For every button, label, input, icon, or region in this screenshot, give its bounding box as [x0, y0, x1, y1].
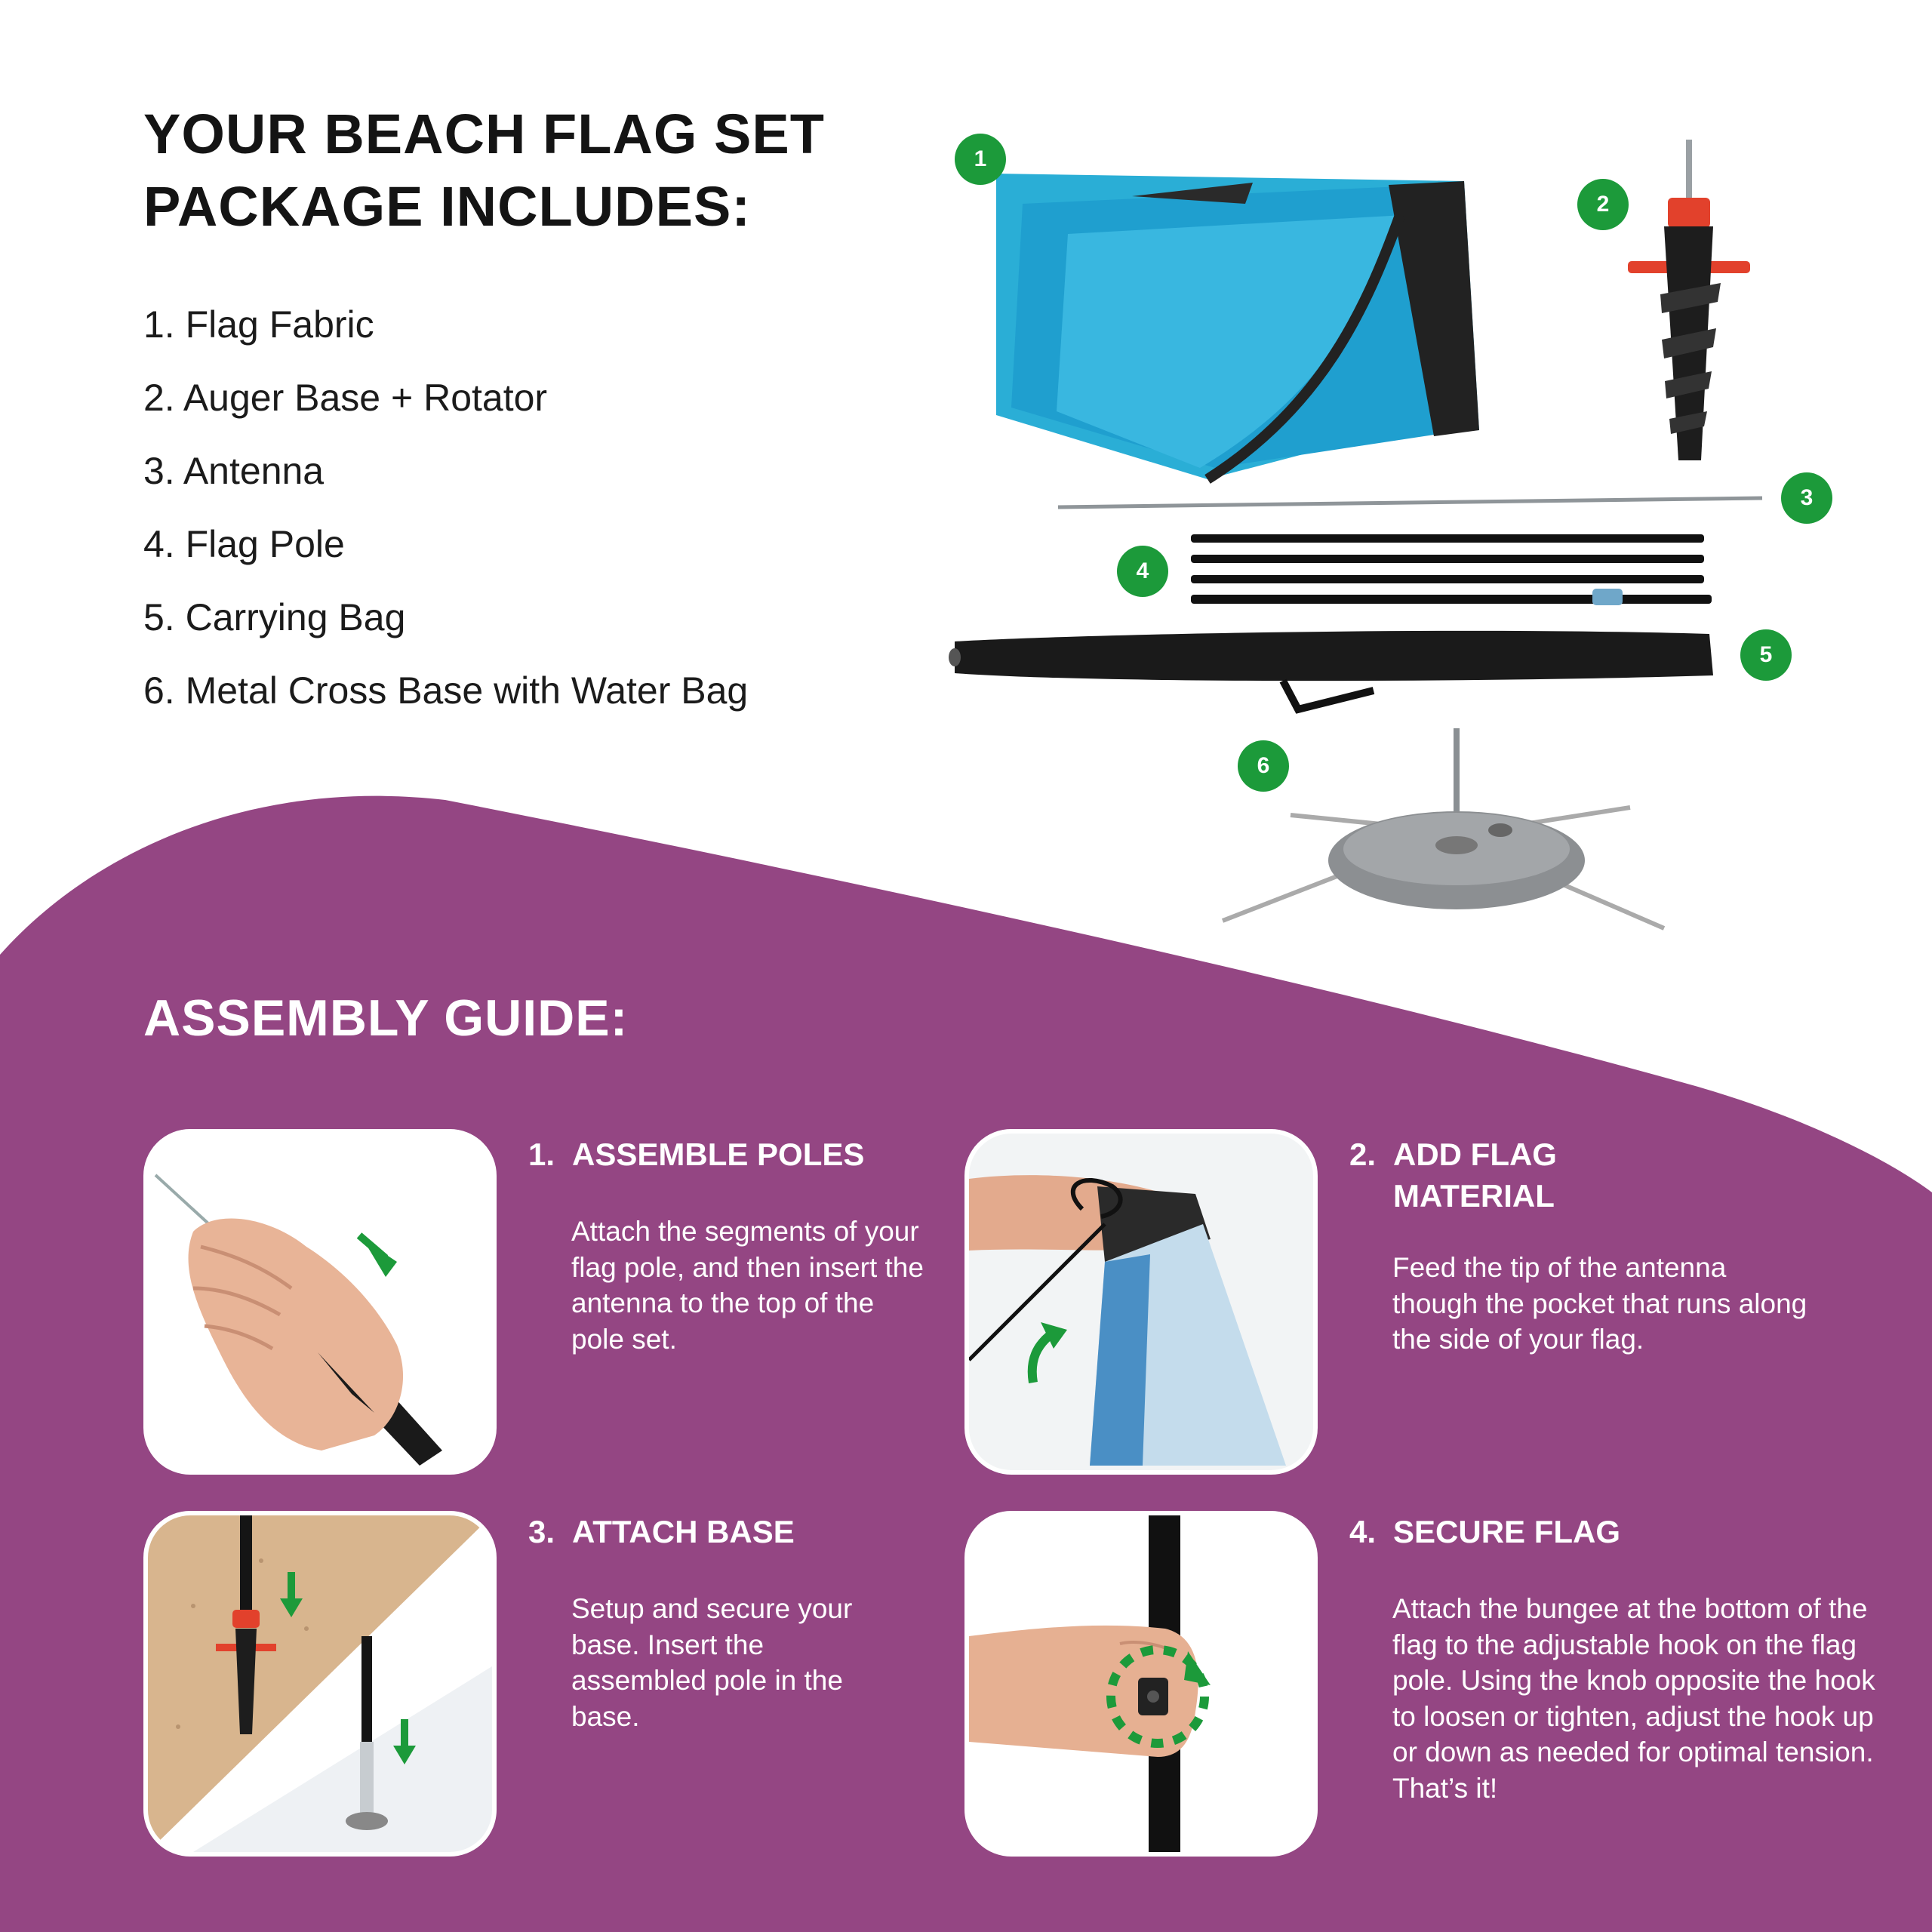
list-item: 2. Auger Base + Rotator	[143, 377, 548, 419]
carrying-bag-icon	[949, 631, 1713, 709]
step-2-image	[964, 1129, 1318, 1475]
package-title	[143, 98, 936, 243]
step-1-title	[528, 1134, 951, 1175]
list-item: 3. Antenna	[143, 450, 325, 492]
package-items-illustration	[936, 113, 1879, 943]
step-title-text: ASSEMBLE POLES	[572, 1137, 865, 1172]
package-title-line1: YOUR BEACH FLAG SET	[143, 103, 825, 165]
flag-fabric-icon	[996, 174, 1479, 479]
assembly-title: ASSEMBLY GUIDE:	[143, 989, 629, 1047]
step-title-text: ADD FLAG MATERIAL	[1393, 1137, 1557, 1214]
step-number: 1.	[528, 1137, 555, 1172]
badge-6: 6	[1238, 740, 1289, 792]
list-item: 1. Flag Fabric	[143, 303, 374, 346]
pole-into-base-icon	[148, 1515, 492, 1852]
step-title-text: ATTACH BASE	[572, 1514, 795, 1549]
badge-1: 1	[955, 134, 1006, 185]
badge-3: 3	[1781, 472, 1832, 524]
step-title-text: SECURE FLAG	[1393, 1514, 1621, 1549]
step-4-body: Attach the bungee at the bottom of the flag to the adjustable hook on the flag pole. Using the knob opposite the hook to loosen or tighten, adjust the hook up or down as needed for optimal tension. That’s it!	[1392, 1593, 1875, 1804]
step-number: 4.	[1349, 1514, 1377, 1549]
step-number: 2.	[1349, 1137, 1377, 1172]
rotate-knob-icon	[969, 1515, 1313, 1852]
step-3-title	[528, 1511, 951, 1552]
step-1-image	[143, 1129, 497, 1475]
step-number: 3.	[528, 1514, 555, 1549]
step-2-title	[1349, 1134, 1772, 1217]
badge-2: 2	[1577, 179, 1629, 230]
hand-inserting-antenna-icon	[148, 1134, 492, 1470]
antenna-icon	[1058, 498, 1762, 507]
step-4-title	[1349, 1511, 1772, 1552]
list-item: 6. Metal Cross Base with Water Bag	[143, 669, 749, 712]
package-title-line2: PACKAGE INCLUDES:	[143, 175, 751, 238]
step-3-image	[143, 1511, 497, 1857]
badge-5: 5	[1740, 629, 1792, 681]
package-list	[143, 298, 748, 737]
auger-base-icon	[1628, 140, 1750, 460]
flag-pole-icon	[1191, 534, 1712, 605]
badge-4: 4	[1117, 546, 1168, 597]
list-item: 5. Carrying Bag	[143, 596, 406, 638]
cross-base-icon	[1223, 728, 1664, 928]
step-4-image	[964, 1511, 1318, 1857]
step-3-body: Setup and secure your base. Insert the assembled pole in the base.	[571, 1593, 853, 1732]
list-item: 4. Flag Pole	[143, 523, 345, 565]
step-2-body: Feed the tip of the antenna though the pocket that runs along the side of your flag.	[1392, 1252, 1807, 1355]
step-1-body: Attach the segments of your flag pole, and then insert the antenna to the top of the pole set.	[571, 1216, 924, 1355]
antenna-into-flag-pocket-icon	[969, 1134, 1313, 1470]
